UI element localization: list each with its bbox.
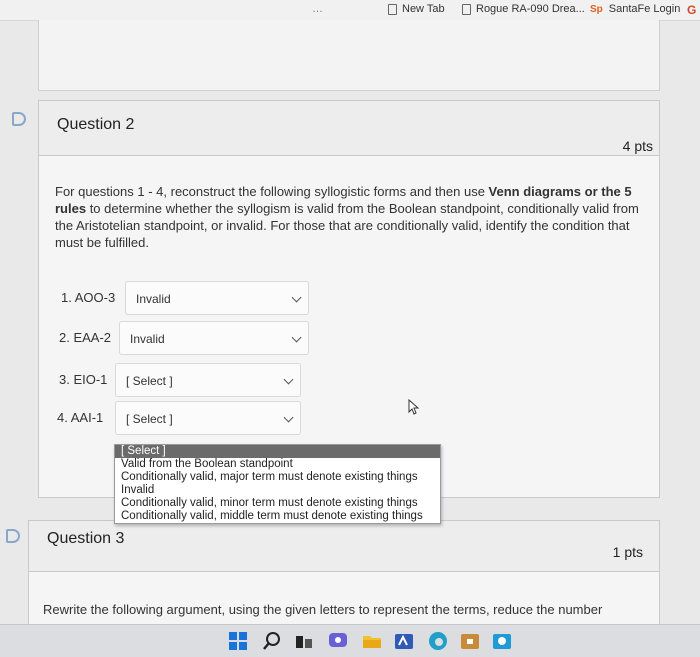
question-marker-icon	[12, 112, 26, 126]
santafe-icon: Sp	[590, 3, 603, 15]
question-text-bold: Venn diagrams or the 5 rules	[55, 184, 632, 216]
page-icon	[388, 4, 397, 15]
bookmark-label: Rogue RA-090 Drea...	[476, 3, 585, 15]
question-text-part: For questions 1 - 4, reconstruct the following syllogistic forms and then use	[55, 184, 489, 199]
answer-select-3[interactable]	[115, 363, 301, 397]
question-3-text: Rewrite the following argument, using the given letters to represent the terms, reduce the number	[43, 602, 603, 617]
question-2-title: Question 2	[57, 116, 135, 133]
bookmark-santafe[interactable]	[590, 3, 680, 15]
dropdown-option-valid-boolean[interactable]: Valid from the Boolean standpoint	[121, 458, 293, 470]
row-label-1: 1. AOO-3	[61, 290, 116, 305]
question-2-text	[55, 183, 649, 251]
file-explorer-icon[interactable]	[362, 631, 382, 651]
dropdown-option-minor-term[interactable]: Conditionally valid, minor term must denote existing things	[121, 497, 418, 509]
chevron-down-icon	[284, 375, 294, 385]
question-3-header	[29, 521, 659, 572]
row-label-4: 4. AAI-1	[57, 410, 104, 425]
row-label-3: 3. EIO-1	[59, 372, 108, 387]
page-icon	[462, 4, 471, 15]
search-icon[interactable]	[262, 631, 282, 651]
chevron-down-icon	[284, 413, 294, 423]
dropdown-option-major-term[interactable]: Conditionally valid, major term must denote existing things	[121, 471, 418, 483]
bookmarks-bar	[0, 0, 700, 21]
mouse-cursor-icon	[408, 399, 420, 415]
chat-icon[interactable]	[328, 631, 348, 651]
question-2-card	[38, 100, 660, 498]
question-text-part: to determine whether the syllogism is valid from the Boolean standpoint, conditionally valid from the Aristotelian standpoint, or invalid. For those that are conditionally valid, identify the condition that must be fulfilled.	[55, 201, 639, 250]
chevron-down-icon	[292, 333, 302, 343]
bookmark-label: SantaFe Login	[608, 3, 681, 15]
taskbar	[0, 624, 700, 657]
app-icon-2[interactable]	[492, 631, 512, 651]
store-icon[interactable]	[394, 631, 414, 651]
question-3-title: Question 3	[47, 530, 125, 547]
question-2-header	[39, 101, 659, 156]
answer-dropdown-list	[114, 444, 441, 524]
bookmark-label: New Tab	[402, 3, 445, 15]
task-view-icon[interactable]	[294, 631, 314, 651]
bookmark-truncated[interactable]: …	[312, 3, 323, 15]
question-2-points: 4 pts	[622, 138, 653, 154]
answer-select-1[interactable]	[125, 281, 309, 315]
dropdown-option-select[interactable]: [ Select ]	[115, 445, 440, 458]
bookmark-rogue[interactable]	[462, 3, 585, 15]
question-3-points: 1 pts	[612, 544, 643, 560]
bookmark-new-tab[interactable]	[388, 3, 445, 15]
answer-select-4[interactable]	[115, 401, 301, 435]
dropdown-option-invalid[interactable]: Invalid	[121, 484, 155, 496]
select-value: [ Select ]	[126, 374, 173, 388]
windows-icon[interactable]	[228, 631, 248, 651]
select-value: Invalid	[130, 332, 165, 346]
chevron-down-icon	[292, 293, 302, 303]
answer-select-2[interactable]	[119, 321, 309, 355]
g-icon[interactable]: G	[687, 3, 697, 17]
edge-icon[interactable]	[428, 631, 448, 651]
question-marker-icon	[6, 529, 20, 543]
select-value: Invalid	[136, 292, 171, 306]
app-icon[interactable]	[460, 631, 480, 651]
previous-question-box	[38, 20, 660, 91]
question-3-card	[28, 520, 660, 632]
dropdown-option-middle-term[interactable]: Conditionally valid, middle term must denote existing things	[121, 510, 423, 522]
select-value: [ Select ]	[126, 412, 173, 426]
row-label-2: 2. EAA-2	[59, 330, 112, 345]
